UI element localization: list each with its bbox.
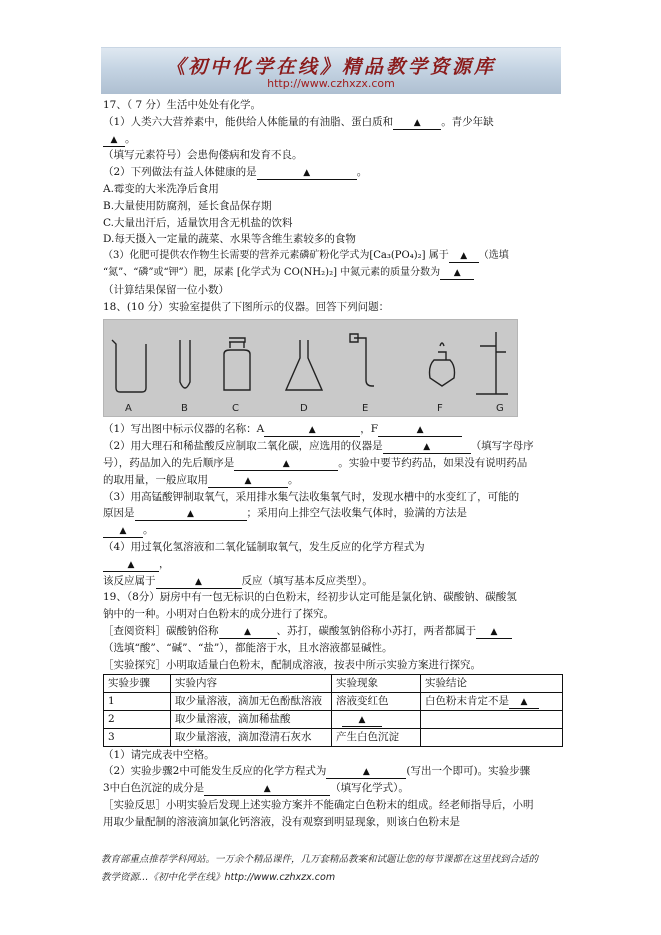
- answer-blank: ▲: [326, 765, 406, 779]
- answer-blank: ▲: [219, 625, 277, 639]
- document-body: [103, 97, 563, 830]
- answer-blank: ▲: [383, 440, 471, 454]
- q19-info: ［查阅资料］碳酸钠俗称 ▲ 、苏打，碳酸氢钠俗称小苏打，两者都属于 ▲: [103, 623, 563, 640]
- answer-blank: ▲: [234, 457, 338, 471]
- answer-blank: ▲: [342, 713, 382, 727]
- table-cell: 取少量溶液，滴加澄清石灰水: [171, 728, 332, 746]
- table-cell: 白色粉末肯定不是 ▲: [421, 693, 563, 711]
- answer-blank: ▲: [257, 166, 357, 180]
- q19-heading-cont: 钠中的一种。小明对白色粉末的成分进行了探究。: [103, 608, 334, 621]
- figure-label-f: F: [437, 403, 443, 415]
- footer-line-2: 教学资源…《初中化学在线》http://www.czhxzx.com: [101, 872, 336, 883]
- table-header-cell: 实验结论: [421, 675, 563, 693]
- answer-blank: ▲: [449, 250, 479, 263]
- alcohol-lamp-icon: [430, 343, 455, 386]
- table-cell: [332, 710, 421, 728]
- answer-blank: ▲: [393, 116, 441, 130]
- table-cell: 产生白色沉淀: [332, 728, 421, 746]
- table-cell: [421, 728, 563, 746]
- q19-reflect-cont: 用取少量配制的溶液滴加氯化钙溶液，没有观察到明显现象，则该白色粉末是: [103, 815, 460, 828]
- q18-p3: （3）用高锰酸钾制取氧气，采用排水集气法收集氧气时，发现水槽中的水变红了，可能的: [103, 490, 520, 503]
- q19-q2: （2）实验步骤2中可能发生反应的化学方程式为 ▲ (写出一个即可)。实验步骤: [103, 765, 531, 778]
- table-row: [104, 728, 563, 746]
- test-tube-icon: [180, 340, 190, 388]
- q17-option-a: A.霉变的大米洗净后食用: [103, 182, 219, 195]
- q18-p1: （1）写出图中标示仪器的名称：A ▲ ，F ▲: [103, 421, 563, 438]
- figure-label-e: E: [362, 403, 369, 415]
- footer-line-1: 教育部重点推荐学科网站。一万余个精品课件，几万套精品教案和试题让您的每节课都在这里找到合适的: [101, 854, 539, 865]
- table-cell: 3: [104, 728, 171, 746]
- q17-p3-cont: “氮”、“磷”或“钾”）肥，尿素 [化学式为 CO(NH₂)₂] 中氮元素的质量分数为 ▲: [103, 265, 563, 282]
- answer-blank: ▲: [135, 507, 247, 521]
- answer-blank: ▲: [103, 524, 143, 538]
- q18-p4: （4）用过氧化氢溶液和二氧化锰制取氧气，发生反应的化学方程式为: [103, 540, 425, 553]
- beaker-icon: [112, 340, 146, 392]
- answer-blank: ▲: [204, 782, 330, 796]
- q18-heading: 18、(10 分）实验室提供了下图所示的仪器。回答下列问题：: [103, 300, 390, 313]
- answer-blank: ▲: [103, 558, 159, 572]
- reagent-bottle-icon: [224, 338, 250, 390]
- table-cell: 溶液变红色: [332, 693, 421, 711]
- figure-label-c: C: [232, 403, 239, 415]
- table-header-cell: 实验步骤: [104, 675, 171, 693]
- q18-p2-cont: 号），药品加入的先后顺序是 ▲ 。实验中要节约药品，如果没有说明药品: [103, 456, 528, 469]
- q18-p4-cont2: 该反应属于 ▲ 反应（填写基本反应类型）。: [103, 574, 373, 587]
- iron-stand-icon: [476, 332, 508, 394]
- q17-p3-note: （计算结果保留一位小数）: [103, 283, 229, 296]
- answer-blank: ▲: [378, 423, 462, 437]
- q18-p2-cont2: 的取用量，一般应取用 ▲ 。: [103, 473, 299, 486]
- table-cell: [421, 710, 563, 728]
- table-cell: 取少量溶液，滴加无色酚酞溶液: [171, 693, 332, 711]
- table-cell: 2: [104, 710, 171, 728]
- answer-blank: ▲: [208, 474, 288, 488]
- q19-info-cont: （选填“酸”、“碱”、“盐”），都能溶于水，且水溶液都显碱性。: [103, 641, 393, 654]
- banner-title: 《初中化学在线》精品教学资源库: [165, 56, 496, 78]
- q18-p2: （2）用大理石和稀盐酸反应制取二氧化碳，应选用的仪器是 ▲ （填写字母序: [103, 440, 534, 453]
- header-banner: [101, 47, 561, 94]
- figure-label-b: B: [181, 403, 188, 415]
- q17-p1: （1）人类六大营养素中，能供给人体能量的有油脂、蛋白质和 ▲ 。青少年缺: [103, 115, 494, 128]
- q19-q2-cont: 3中白色沉淀的成分是 ▲ （填写化学式）。: [103, 782, 409, 795]
- table-row: [104, 710, 563, 728]
- banner-url[interactable]: http://www.czhxzx.com: [267, 77, 395, 90]
- table-header-row: [104, 675, 563, 693]
- table-cell: 1: [104, 693, 171, 711]
- answer-blank: ▲: [156, 575, 242, 589]
- answer-blank: ▲: [103, 133, 125, 147]
- q17-option-c: C.大量出汗后，适量饮用含无机盐的饮料: [103, 216, 293, 229]
- apparatus-figure: [103, 319, 518, 417]
- q17-p3: （3）化肥可提供农作物生长需要的营养元素磷矿粉化学式为[Ca₃(PO₄)₂] 属于 ▲ （选填: [103, 250, 509, 262]
- q17-option-d: D.每天摄入一定量的蔬菜、水果等含维生素较多的食物: [103, 233, 356, 246]
- answer-blank: ▲: [476, 625, 512, 639]
- apparatus-drawing: [104, 320, 517, 416]
- table-row: [104, 693, 563, 711]
- answer-blank: ▲: [509, 695, 539, 709]
- q17-option-b: B.大量使用防腐剂，延长食品保存期: [103, 199, 272, 212]
- figure-label-a: A: [125, 403, 132, 415]
- answer-blank: ▲: [440, 267, 474, 280]
- q18-p3-cont: 原因是 ▲ ；采用向上排空气法收集气体时，验满的方法是: [103, 507, 467, 520]
- q18-p4-cont: ▲ ，: [103, 556, 563, 573]
- q17-p1-note: （填写元素符号）会患佝偻病和发育不良。: [103, 149, 303, 162]
- glass-tube-icon: [350, 334, 374, 386]
- page-footer: [101, 851, 571, 887]
- q17-heading: 17、（ 7 分）生活中处处有化学。: [103, 99, 261, 111]
- q18-p3-cont2: ▲ 。: [103, 522, 563, 539]
- q19-heading: 19、（8分）厨房中有一包无标识的白色粉末，经初步认定可能是氯化钠、碳酸钠、碳酸氢: [103, 591, 517, 604]
- conical-flask-icon: [286, 340, 322, 390]
- table-header-cell: 实验现象: [332, 675, 421, 693]
- q19-q1: （1）请完成表中空格。: [103, 748, 215, 761]
- answer-blank: ▲: [264, 423, 360, 437]
- q19-reflect: ［实验反思］小明实验后发现上述实验方案并不能确定白色粉末的组成。经老师指导后，小明: [103, 798, 534, 811]
- q17-p1-cont: ▲ 。: [103, 131, 563, 148]
- table-cell: 取少量溶液，滴加稀盐酸: [171, 710, 332, 728]
- q17-p2: （2）下列做法有益人体健康的是 ▲ 。: [103, 166, 368, 179]
- experiment-table: [103, 674, 563, 746]
- table-header-cell: 实验内容: [171, 675, 332, 693]
- figure-label-g: G: [496, 403, 504, 415]
- figure-label-d: D: [300, 403, 308, 415]
- q19-explore: ［实验探究］小明取适量白色粉末，配制成溶液，按表中所示实验方案进行探究。: [103, 658, 481, 671]
